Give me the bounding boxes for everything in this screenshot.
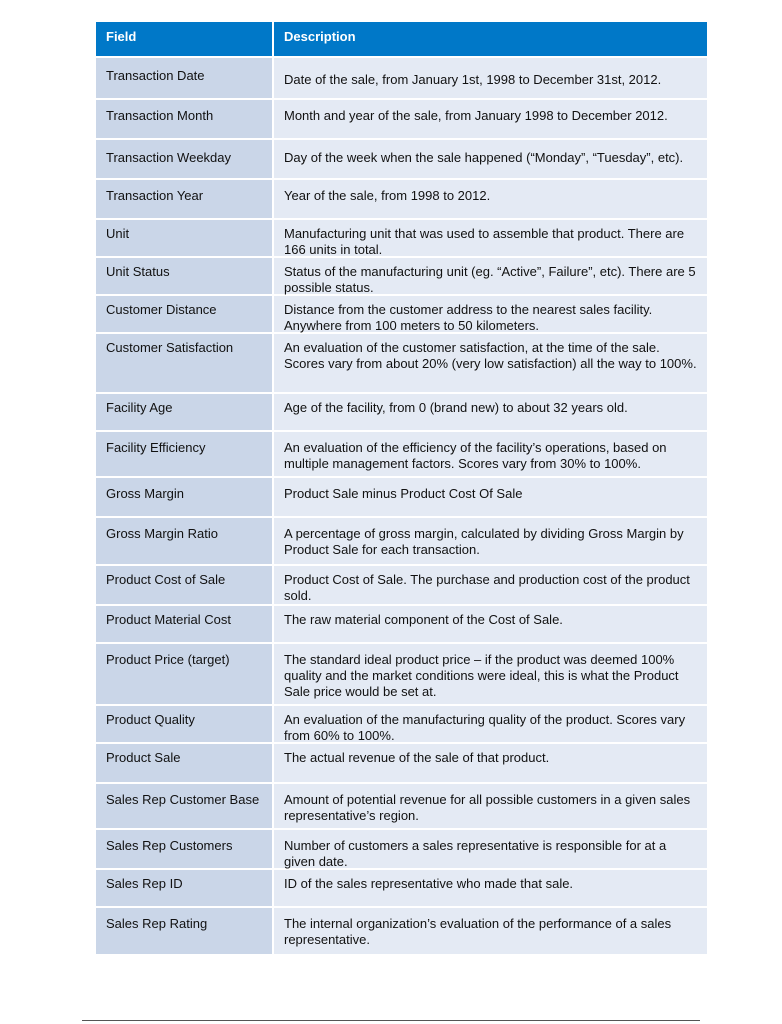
table-row — [96, 432, 707, 478]
field-cell: Facility Efficiency — [96, 432, 274, 476]
description-cell: A percentage of gross margin, calculated by dividing Gross Margin by Product Sale for each transaction. — [284, 526, 684, 557]
header-field: Field — [96, 22, 274, 56]
description-cell: An evaluation of the efficiency of the facility’s operations, based on multiple management factors. Scores vary from 30% to 100%. — [284, 440, 667, 471]
table-row — [96, 644, 707, 706]
description-cell: ID of the sales representative who made that sale. — [284, 876, 574, 891]
field-cell: Facility Age — [96, 394, 274, 430]
field-cell: Product Sale — [96, 744, 274, 782]
table-header-row — [96, 22, 707, 58]
table-row — [96, 606, 707, 644]
page-footer-divider — [82, 1020, 700, 1021]
description-cell: The actual revenue of the sale of that product. — [274, 744, 707, 782]
table-row — [96, 830, 707, 870]
field-cell: Unit Status — [96, 258, 274, 294]
table-row — [96, 784, 707, 830]
field-cell: Product Cost of Sale — [96, 566, 274, 604]
table-row — [96, 258, 707, 296]
description-cell: Day of the week when the sale happened (“Monday”, “Tuesday”, etc). — [274, 140, 707, 178]
description-cell: The raw material component of the Cost of Sale. — [284, 612, 563, 627]
header-description: Description — [284, 29, 356, 44]
field-cell: Gross Margin Ratio — [96, 518, 274, 564]
table-row — [96, 394, 707, 432]
table-row — [96, 220, 707, 258]
field-cell: Gross Margin — [96, 478, 274, 516]
table-row — [96, 180, 707, 220]
table-row — [96, 100, 707, 140]
description-cell: Product Cost of Sale. The purchase and production cost of the product sold. — [274, 566, 707, 604]
table-row — [96, 334, 707, 394]
description-cell: Product Sale minus Product Cost Of Sale — [274, 478, 707, 516]
description-cell: Status of the manufacturing unit (eg. “Active”, Failure”, etc). There are 5 possible status. — [284, 264, 696, 295]
field-cell: Unit — [96, 220, 274, 256]
table-row — [96, 140, 707, 180]
table-row — [96, 744, 707, 784]
description-cell: The internal organization’s evaluation of the performance of a sales representative. — [274, 908, 707, 954]
table-row — [96, 870, 707, 908]
field-cell: Product Material Cost — [96, 606, 274, 642]
table-row — [96, 908, 707, 956]
field-cell: Sales Rep Rating — [96, 908, 274, 954]
field-cell: Transaction Weekday — [96, 140, 274, 178]
table-row — [96, 478, 707, 518]
field-description-table — [96, 22, 707, 956]
description-cell: Manufacturing unit that was used to assemble that product. There are 166 units in total. — [274, 220, 707, 256]
field-cell: Sales Rep Customer Base — [96, 784, 274, 828]
description-cell: An evaluation of the customer satisfaction, at the time of the sale. Scores vary from about 20% (very low satisfaction) all the way to 100%. — [284, 340, 697, 371]
field-cell: Sales Rep ID — [96, 870, 274, 906]
field-cell: Transaction Year — [96, 180, 274, 218]
field-cell: Sales Rep Customers — [96, 830, 274, 868]
description-cell: Year of the sale, from 1998 to 2012. — [284, 188, 491, 203]
description-cell: Distance from the customer address to the nearest sales facility. Anywhere from 100 meters to 50 kilometers. — [274, 296, 707, 332]
table-row — [96, 566, 707, 606]
field-cell: Customer Distance — [96, 296, 274, 332]
description-cell: Number of customers a sales representative is responsible for at a given date. — [274, 830, 707, 868]
description-cell: Amount of potential revenue for all possible customers in a given sales representative’s region. — [284, 792, 691, 823]
table-row — [96, 58, 707, 100]
field-cell: Customer Satisfaction — [96, 334, 274, 392]
description-cell: An evaluation of the manufacturing quality of the product. Scores vary from 60% to 100%. — [284, 712, 686, 743]
field-cell: Transaction Date — [96, 58, 274, 98]
table-row — [96, 296, 707, 334]
description-cell: Age of the facility, from 0 (brand new) to about 32 years old. — [274, 394, 707, 430]
table-row — [96, 518, 707, 566]
field-cell: Product Price (target) — [96, 644, 274, 704]
field-cell: Transaction Month — [96, 100, 274, 138]
description-cell: Month and year of the sale, from January 1998 to December 2012. — [284, 108, 668, 123]
field-cell: Product Quality — [96, 706, 274, 742]
description-cell: Date of the sale, from January 1st, 1998 to December 31st, 2012. — [274, 58, 707, 98]
description-cell: The standard ideal product price – if the product was deemed 100% quality and the market conditions were ideal, this is what the Product Sale price would be set at. — [274, 644, 707, 704]
table-row — [96, 706, 707, 744]
